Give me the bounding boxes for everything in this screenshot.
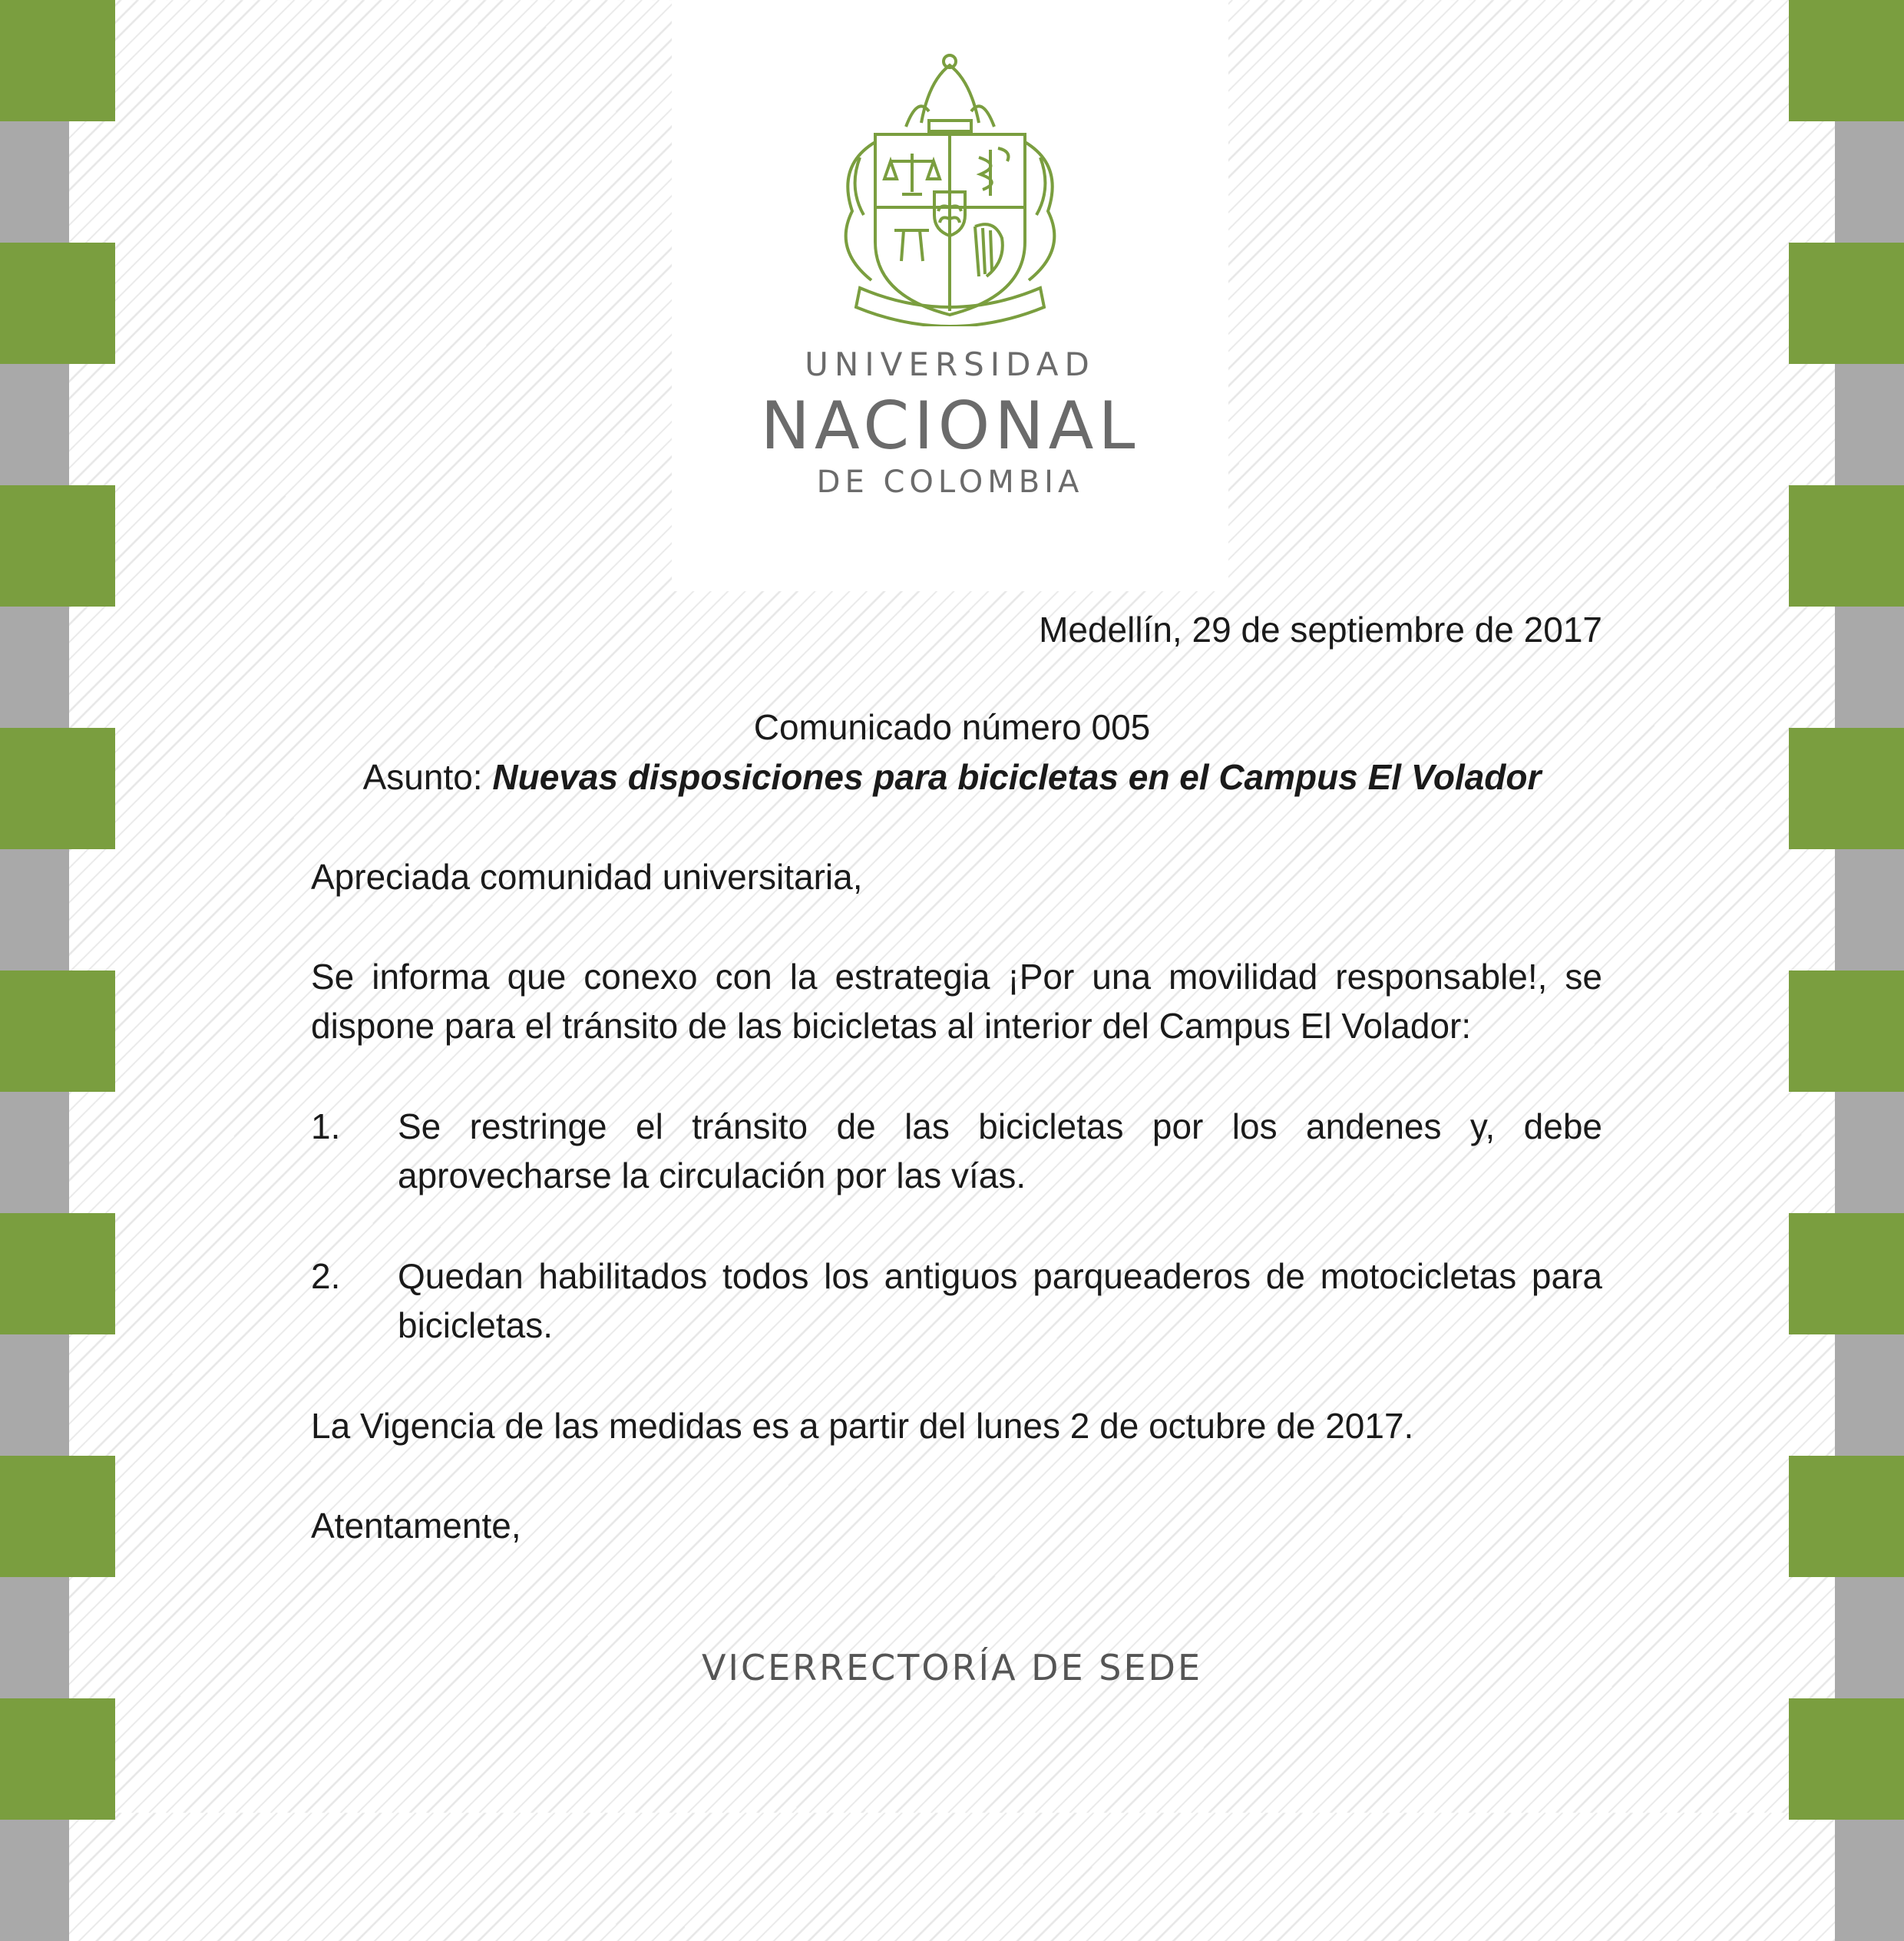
border-block-green <box>0 243 115 364</box>
border-block-gray <box>1835 364 1904 485</box>
closing: Atentamente, <box>311 1506 521 1546</box>
border-block-green <box>1789 1456 1904 1577</box>
border-block-gray <box>0 1820 69 1941</box>
list-item-text: Se restringe el tránsito de las bicicletas por los andenes y, debe aprovecharse la circulación por las vías. <box>398 1106 1602 1195</box>
border-block-gray <box>0 364 69 485</box>
border-block-green <box>0 970 115 1092</box>
border-block-gray <box>1835 607 1904 728</box>
border-block-green <box>0 0 115 121</box>
border-block-green <box>1789 1213 1904 1334</box>
border-block-gray <box>0 849 69 970</box>
subject-text: Nuevas disposiciones para bicicletas en el Campus El Volador <box>492 757 1542 797</box>
border-block-gray <box>0 607 69 728</box>
university-logo <box>672 0 1228 591</box>
signature: VICERRECTORÍA DE SEDE <box>701 1647 1203 1688</box>
border-block-green <box>1789 0 1904 121</box>
border-block-gray <box>1835 1092 1904 1213</box>
left-border-decoration <box>0 0 115 1813</box>
border-block-green <box>1789 485 1904 607</box>
university-crest-icon <box>829 50 1071 326</box>
border-block-gray <box>1835 1334 1904 1456</box>
letter-date: Medellín, 29 de septiembre de 2017 <box>1039 610 1602 650</box>
border-block-green <box>0 1456 115 1577</box>
border-block-green <box>1789 970 1904 1092</box>
university-name-line1: UNIVERSIDAD <box>805 346 1096 383</box>
subject-line <box>115 752 1789 802</box>
border-block-gray <box>1835 1577 1904 1698</box>
border-block-green <box>0 1698 115 1820</box>
university-name-line2: NACIONAL <box>760 388 1140 465</box>
list-item-text: Quedan habilitados todos los antiguos parqueaderos de motocicletas para bicicletas. <box>398 1256 1602 1345</box>
border-block-gray <box>0 1092 69 1213</box>
border-block-green <box>1789 728 1904 849</box>
border-block-gray <box>1835 1820 1904 1941</box>
greeting: Apreciada comunidad universitaria, <box>311 857 863 897</box>
effective-date-paragraph: La Vigencia de las medidas es a partir del lunes 2 de octubre de 2017. <box>311 1406 1414 1446</box>
border-block-green <box>1789 243 1904 364</box>
right-border-decoration <box>1789 0 1904 1813</box>
border-block-gray <box>0 1577 69 1698</box>
list-item-number: 1. <box>311 1106 341 1146</box>
border-block-gray <box>1835 121 1904 243</box>
intro-paragraph: Se informa que conexo con la estrategia ¡Por una movilidad responsable!, se dispone para el tránsito de las bicicletas al interior del Campus El Volador: <box>311 957 1602 1046</box>
border-block-gray <box>1835 849 1904 970</box>
communique-number: Comunicado número 005 <box>753 707 1151 747</box>
border-block-green <box>0 485 115 607</box>
university-name-line3: DE COLOMBIA <box>816 465 1084 500</box>
list-item-number: 2. <box>311 1256 341 1296</box>
border-block-gray <box>0 121 69 243</box>
border-block-green <box>0 728 115 849</box>
border-block-gray <box>0 1334 69 1456</box>
border-block-green <box>0 1213 115 1334</box>
subject-label: Asunto: <box>362 757 493 797</box>
border-block-green <box>1789 1698 1904 1820</box>
